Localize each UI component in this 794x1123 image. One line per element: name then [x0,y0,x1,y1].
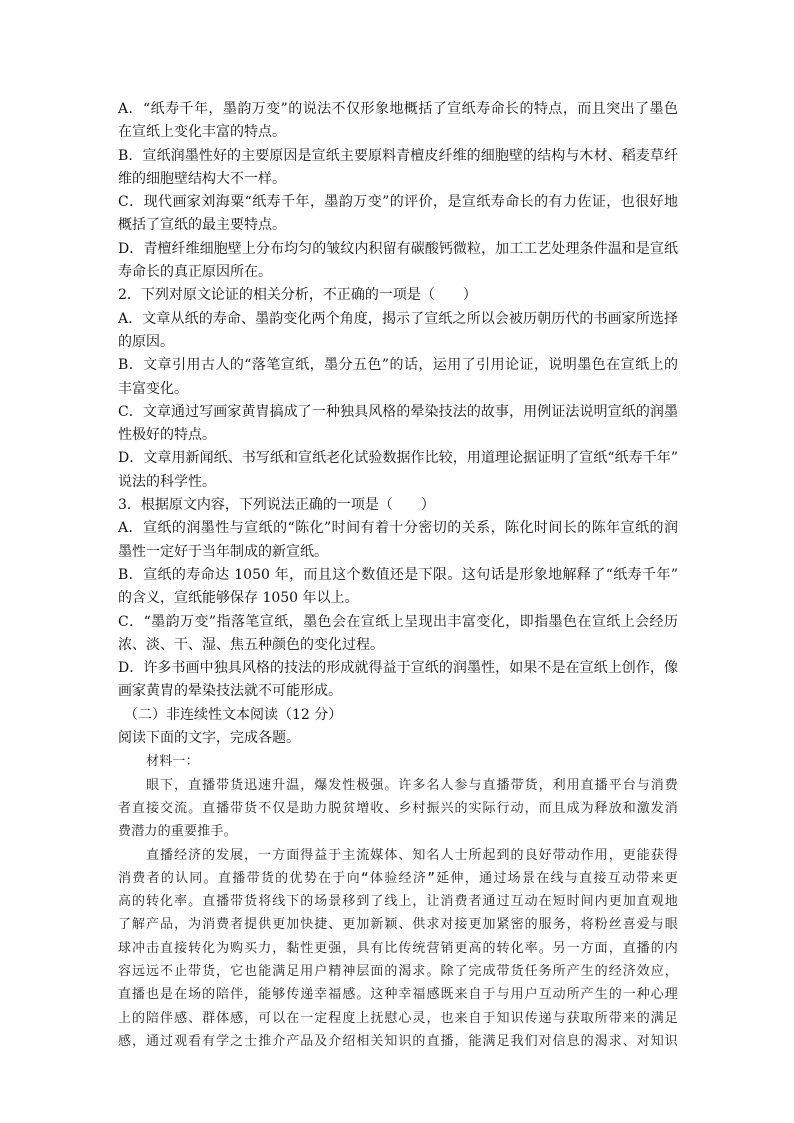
text-line: D．许多书画中独具风格的技法的形成就得益于宣纸的润墨性，如果不是在宣纸上创作，像 [118,660,678,677]
text-line: 维的细胞壁结构大不一样。 [118,170,286,187]
material-body [118,774,678,1054]
text-line: 2．下列对原文论证的相关分析，不正确的一项是（ ） [118,287,477,304]
text-line: A．宣纸的润墨性与宣纸的“陈化”时间有着十分密切的关系，陈化时间长的陈年宣纸的润 [118,520,678,537]
text-line: 直播也是在场的陪伴，能够传递幸福感。这种幸福感既来自于与用户互动所产生的一种心理 [118,987,678,1003]
text-line: B．宣纸润墨性好的主要原因是宣纸主要原料青檀皮纤维的细胞壁的结构与木材、稻麦草纤 [118,147,678,164]
material-label: 材料一： [146,754,199,770]
text-line: 高的转化率。直播带货将线下的场景移到了线上，让消费者通过互动在短时间内更加直观地 [118,894,678,910]
text-line: 丰富变化。 [118,380,188,397]
text-line: C．文章通过写画家黄胄搞成了一种独具风格的晕染技法的故事，用例证法说明宣纸的润墨 [118,403,678,420]
text-line: 说法的科学性。 [118,473,216,490]
text-line: C．现代画家刘海粟“纸寿千年，墨韵万变”的评价，是宣纸寿命长的有力佐证，也很好地 [118,194,678,211]
text-line: 者直接交流。直播带货不仅是助力脱贫增收、乡村振兴的实际行动，而且成为释放和激发消 [118,800,678,816]
text-line: D．文章用新闻纸、书写纸和宣纸老化试验数据作比较，用道理论据证明了宣纸“纸寿千年” [118,450,678,467]
text-line: 直播经济的发展，一方面得益于主流媒体、知名人士所起到的良好带动作用，更能获得 [146,847,678,863]
text-line: B．宣纸的寿命达 1050 年，而且这个数值还是下限。这句话是形象地解释了“纸寿千年” [118,566,678,583]
text-line: 浓、淡、干、湿、焦五种颜色的变化过程。 [118,636,384,653]
text-line: 寿命长的真正原因所在。 [118,264,272,281]
text-line: 墨性一定好于当年制成的新宣纸。 [118,543,328,560]
document-page [118,98,678,1053]
text-line: 性极好的特点。 [118,427,216,444]
text-line: 3．根据原文内容，下列说法正确的一项是（ ） [118,497,435,514]
text-line: A．“纸寿千年，墨韵万变”的说法不仅形象地概括了宣纸寿命长的特点，而且突出了墨色 [118,101,678,117]
text-line: 了解产品，为消费者提供更加快捷、更加新颖、供求对接更加紧密的服务，将粉丝喜爱与眼 [118,917,678,933]
text-line: 在宣纸上变化丰富的特点。 [118,124,286,141]
text-line: 消费者的认同。直播带货的优势在于向“体验经济”延伸，通过场景在线与直接互动带来更 [118,870,678,886]
text-line: 感，通过观看有学之士推介产品及介绍相关知识的直播，能满足我们对信息的渴求、对知识 [118,1033,678,1049]
text-line: 的原因。 [118,333,174,350]
text-line: B．文章引用古人的“落笔宣纸，墨分五色”的话，运用了引用论证，说明墨色在宣纸上的 [118,357,678,374]
question-options [118,98,678,704]
text-line: D．青檀纤维细胞壁上分布均匀的皱纹内积留有碳酸钙微粒，加工工艺处理条件温和是宣纸 [118,240,678,257]
text-line: 画家黄胄的晕染技法就不可能形成。 [118,683,342,700]
text-line: A．文章从纸的寿命、墨韵变化两个角度，揭示了宣纸之所以会被历朝历代的书画家所选择 [118,310,678,327]
text-line: 的含义，宣纸能够保存 1050 年以上。 [118,590,359,607]
section-title: （二）非连续性文本阅读（12 分） [124,706,343,723]
text-line: C．“墨韵万变”指落笔宣纸，墨色会在宣纸上呈现出丰富变化，即指墨色在宣纸上会经历 [118,613,678,630]
instruction-text: 阅读下面的文字，完成各题。 [118,730,300,747]
text-line: 球冲击直接转化为购买力，黏性更强，具有比传统营销更高的转化率。另一方面，直播的内 [118,940,678,956]
text-line: 眼下，直播带货迅速升温，爆发性极强。许多名人参与直播带货，利用直播平台与消费 [146,777,678,793]
text-line: 费潜力的重要推手。 [118,824,237,840]
text-line: 概括了宣纸的最主要特点。 [118,217,286,234]
text-line: 容远远不止带货，它也能满足用户精神层面的渴求。除了完成带货任务所产生的经济效应， [118,963,678,979]
text-line: 上的陪伴感、群体感，可以在一定程度上抚慰心灵，也来自于知识传递与获取所带来的满足 [118,1010,678,1026]
